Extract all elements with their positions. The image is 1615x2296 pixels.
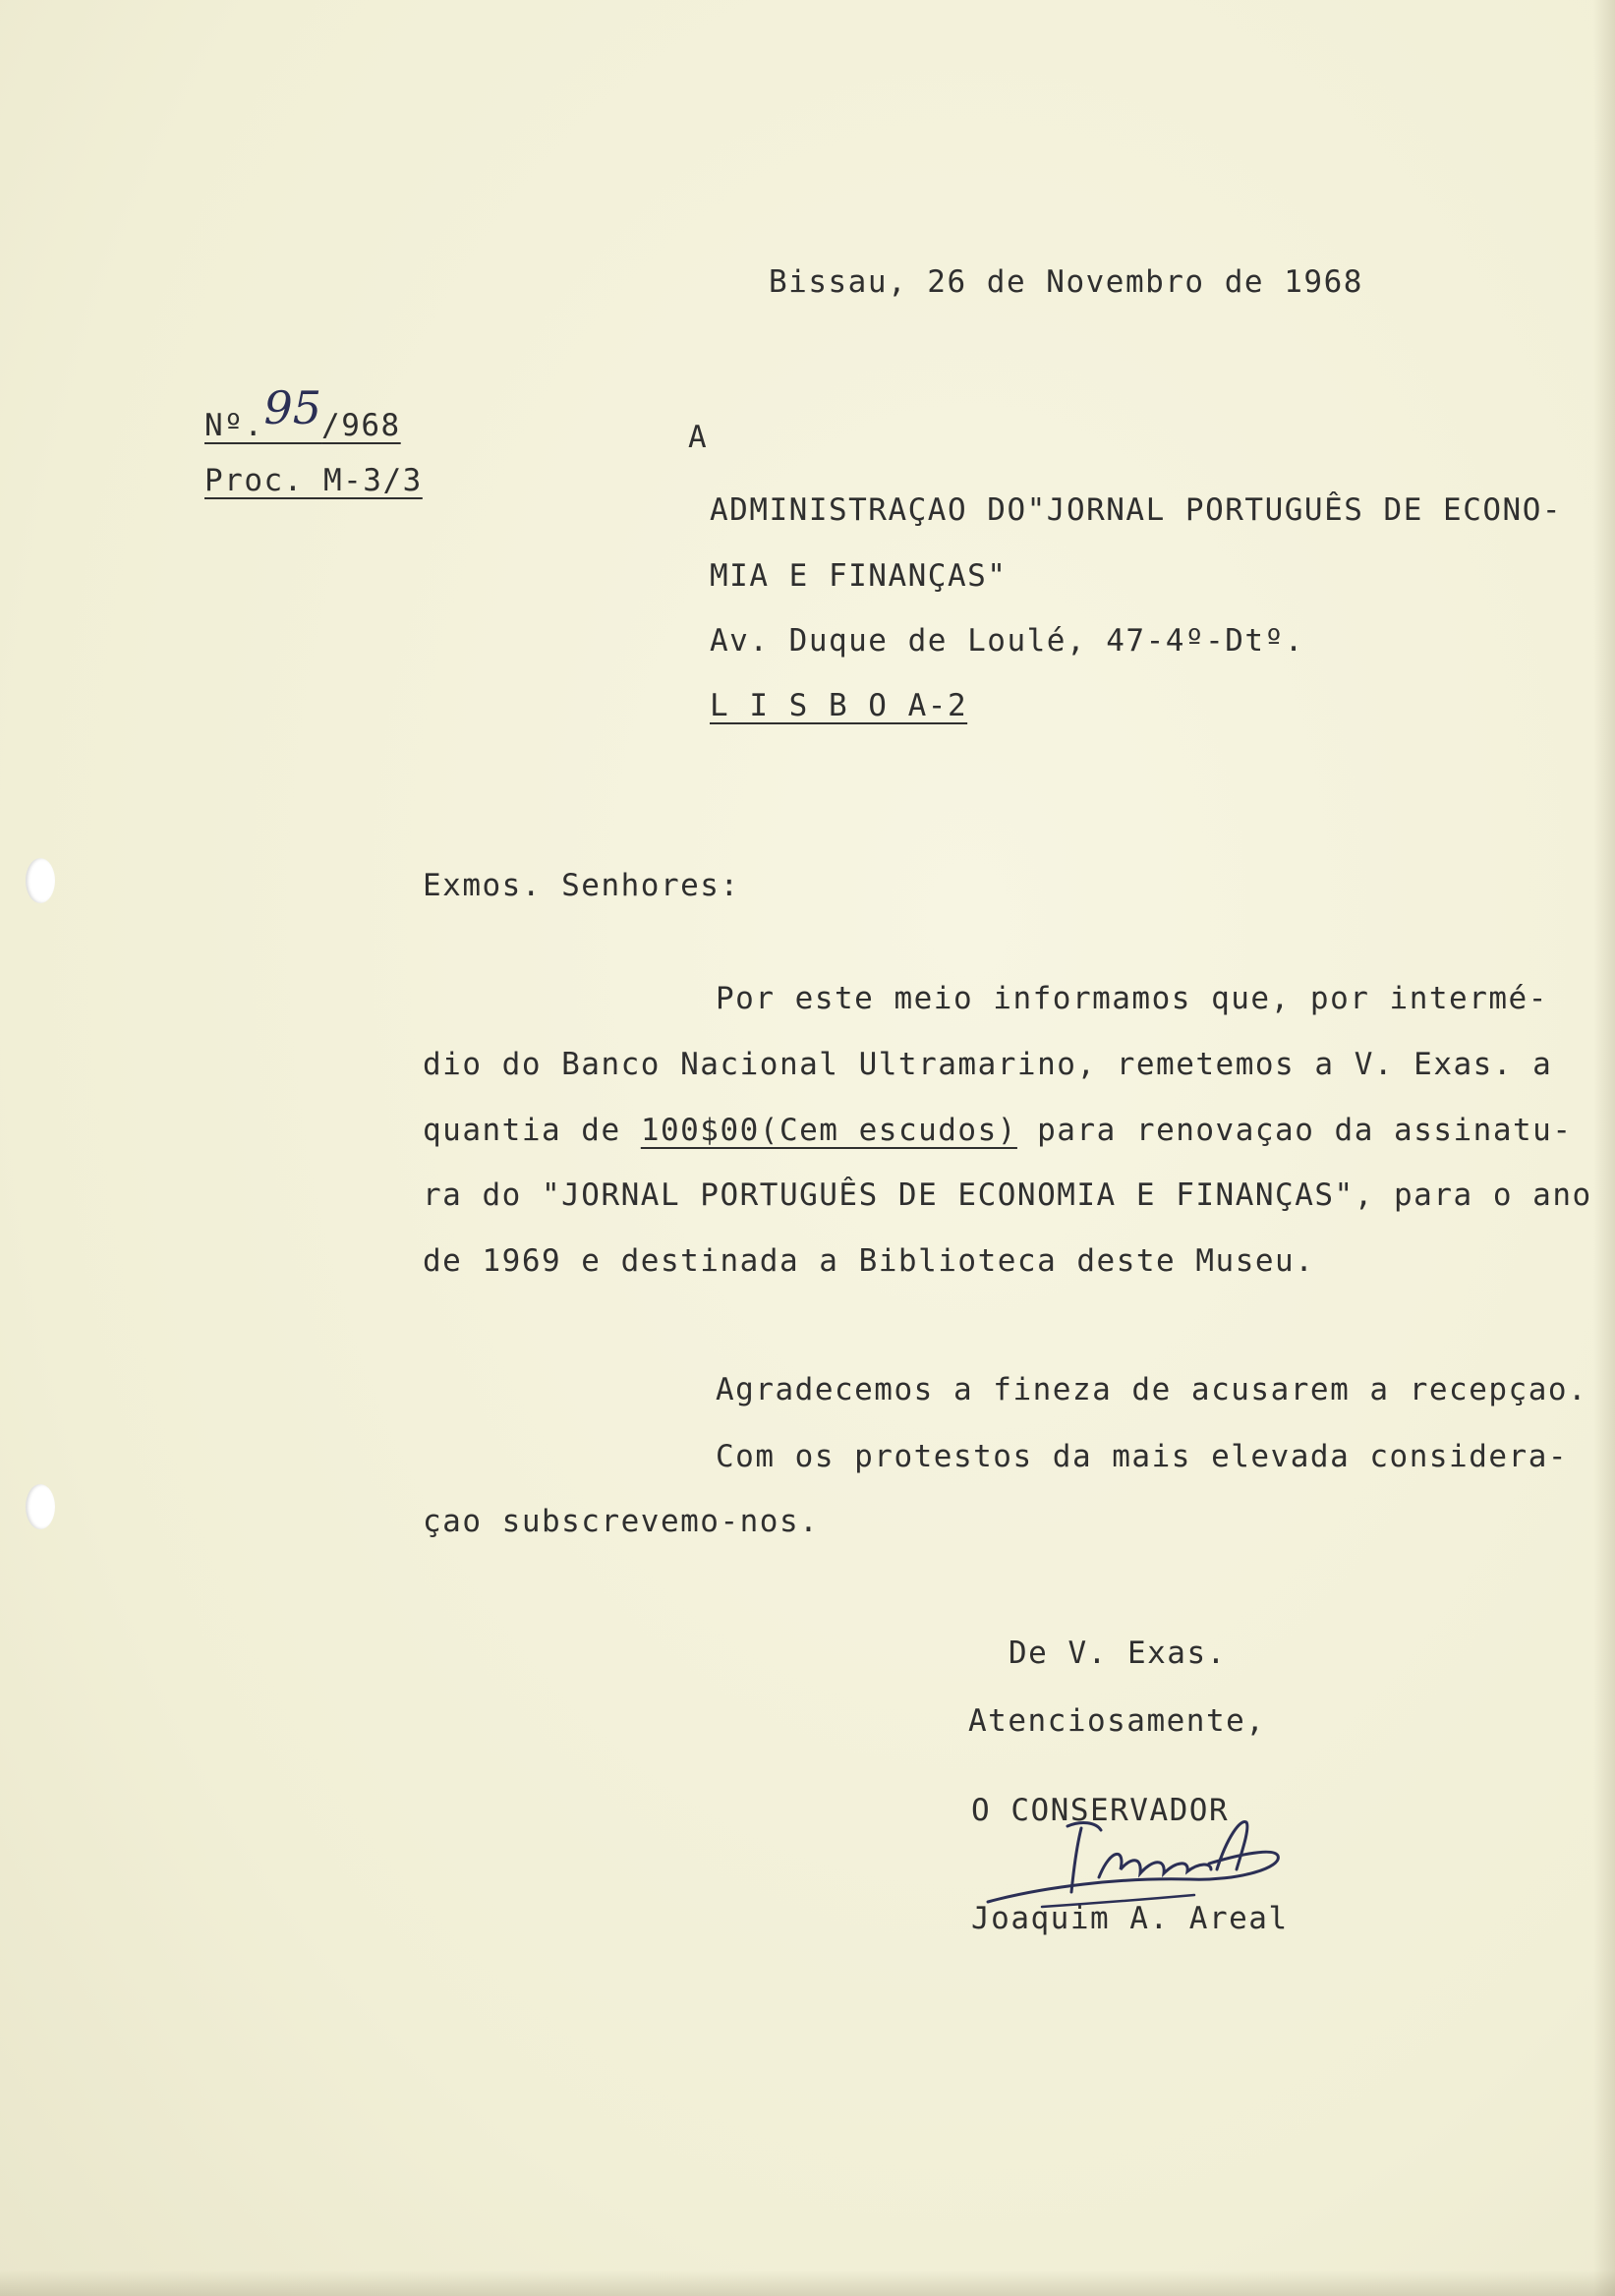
body-line-3-end: para renovaçao da assinatu- bbox=[1016, 1113, 1573, 1148]
recipient-address: Av. Duque de Loulé, 47-4º-Dtº. bbox=[710, 623, 1304, 659]
amount: 100$00(Cem escudos) bbox=[640, 1113, 1017, 1148]
punch-hole-top bbox=[26, 858, 55, 903]
closing-paragraph-line-2: çao subscrevemo-nos. bbox=[423, 1504, 820, 1539]
body-line-1: Por este meio informamos que, por intermé- bbox=[716, 981, 1548, 1016]
recipient-city: L I S B O A-2 bbox=[710, 688, 968, 723]
page-bottom-shadow bbox=[0, 2270, 1615, 2296]
page-edge-shadow bbox=[1593, 0, 1615, 2296]
recipient-to: A bbox=[688, 420, 709, 455]
process-reference: Proc. M-3/3 bbox=[204, 463, 423, 498]
body-line-3-start: quantia de bbox=[423, 1113, 641, 1148]
body-line-2: dio do Banco Nacional Ultramarino, remetemos a V. Exas. a bbox=[423, 1047, 1553, 1082]
signatory-title: O CONSERVADOR bbox=[971, 1793, 1230, 1828]
ref-number-handwritten: 95 bbox=[263, 381, 322, 434]
ref-prefix: Nº. bbox=[204, 408, 264, 443]
ref-suffix: /968 bbox=[321, 408, 401, 443]
body-line-5: de 1969 e destinada a Biblioteca deste Museu. bbox=[423, 1243, 1315, 1279]
closing-paragraph-line-1: Com os protestos da mais elevada considera- bbox=[716, 1439, 1569, 1474]
closing-regards: Atenciosamente, bbox=[968, 1703, 1266, 1739]
recipient-line-2: MIA E FINANÇAS" bbox=[710, 558, 1008, 594]
body-line-4: ra do "JORNAL PORTUGUÊS DE ECONOMIA E FINANÇAS", para o ano bbox=[423, 1177, 1592, 1213]
signature-scribble bbox=[983, 1808, 1307, 1917]
recipient-line-1: ADMINISTRAÇAO DO"JORNAL PORTUGUÊS DE ECONO- bbox=[710, 492, 1563, 528]
reference-number bbox=[204, 381, 401, 443]
thanks-line: Agradecemos a fineza de acusarem a recepçao. bbox=[716, 1372, 1588, 1407]
punch-hole-bottom bbox=[26, 1484, 55, 1529]
closing-de-v-exas: De V. Exas. bbox=[1009, 1636, 1227, 1671]
place-date: Bissau, 26 de Novembro de 1968 bbox=[769, 264, 1363, 300]
signatory-name: Joaquim A. Areal bbox=[971, 1901, 1289, 1936]
body-line-3 bbox=[423, 1113, 1573, 1148]
greeting: Exmos. Senhores: bbox=[423, 868, 740, 903]
